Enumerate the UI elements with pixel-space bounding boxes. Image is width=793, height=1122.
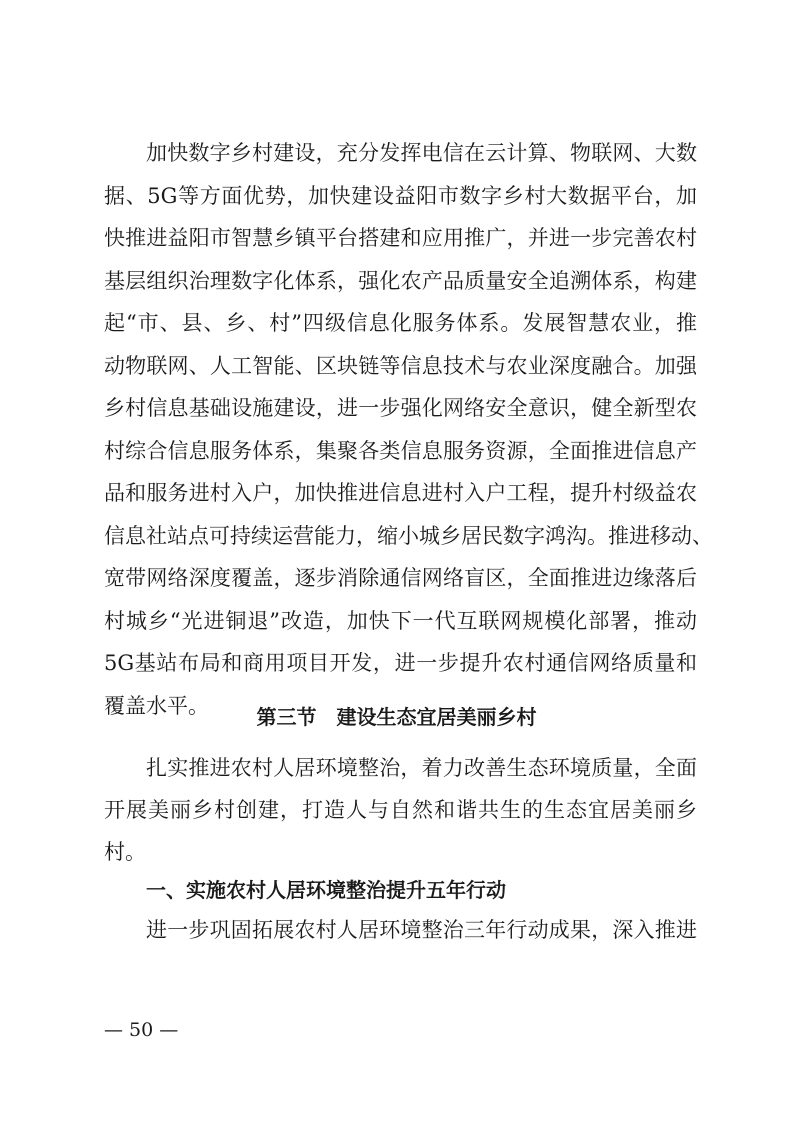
text-line: 开展美丽乡村创建，打造人与自然和谐共生的生态宜居美丽乡 xyxy=(104,798,697,822)
text-line: 信息社站点可持续运营能力，缩小城乡居民数字鸿沟。推进移动、 xyxy=(104,524,713,548)
text-line: 宽带网络深度覆盖，逐步消除通信网络盲区，全面推进边缘落后 xyxy=(104,566,697,590)
text-line: 进一步巩固拓展农村人居环境整治三年行动成果，深入推进 xyxy=(146,918,697,942)
subheading: 一、实施农村人居环境整治提升五年行动 xyxy=(146,878,506,902)
text-line: 扎实推进农村人居环境整治，着力改善生态环境质量，全面 xyxy=(146,756,697,780)
text-line: 覆盖水平。 xyxy=(104,694,209,718)
text-line: 5G基站布局和商用项目开发，进一步提升农村通信网络质量和 xyxy=(104,651,697,675)
text-line: 加快数字乡村建设，充分发挥电信在云计算、物联网、大数 xyxy=(146,141,697,165)
text-line: 村。 xyxy=(104,840,146,864)
text-line: 品和服务进村入户，加快推进信息进村入户工程，提升村级益农 xyxy=(104,481,697,505)
text-line: 据、5G等方面优势，加快建设益阳市数字乡村大数据平台，加 xyxy=(104,184,697,208)
text-line: 动物联网、人工智能、区块链等信息技术与农业深度融合。加强 xyxy=(104,354,697,378)
text-line: 快推进益阳市智慧乡镇平台搭建和应用推广，并进一步完善农村 xyxy=(104,226,697,250)
text-line: 乡村信息基础设施建设，进一步强化网络安全意识，健全新型农 xyxy=(104,396,697,420)
text-line: 村城乡“光进铜退”改造，加快下一代互联网规模化部署，推动 xyxy=(104,609,697,633)
section-heading: 第三节 建设生态宜居美丽乡村 xyxy=(256,705,537,729)
text-line: 村综合信息服务体系，集聚各类信息服务资源，全面推进信息产 xyxy=(104,439,697,463)
text-line: 基层组织治理数字化体系，强化农产品质量安全追溯体系，构建 xyxy=(104,269,697,293)
text-line: 起“市、县、乡、村”四级信息化服务体系。发展智慧农业，推 xyxy=(104,311,697,335)
page-number: — 50 — xyxy=(104,1019,179,1041)
